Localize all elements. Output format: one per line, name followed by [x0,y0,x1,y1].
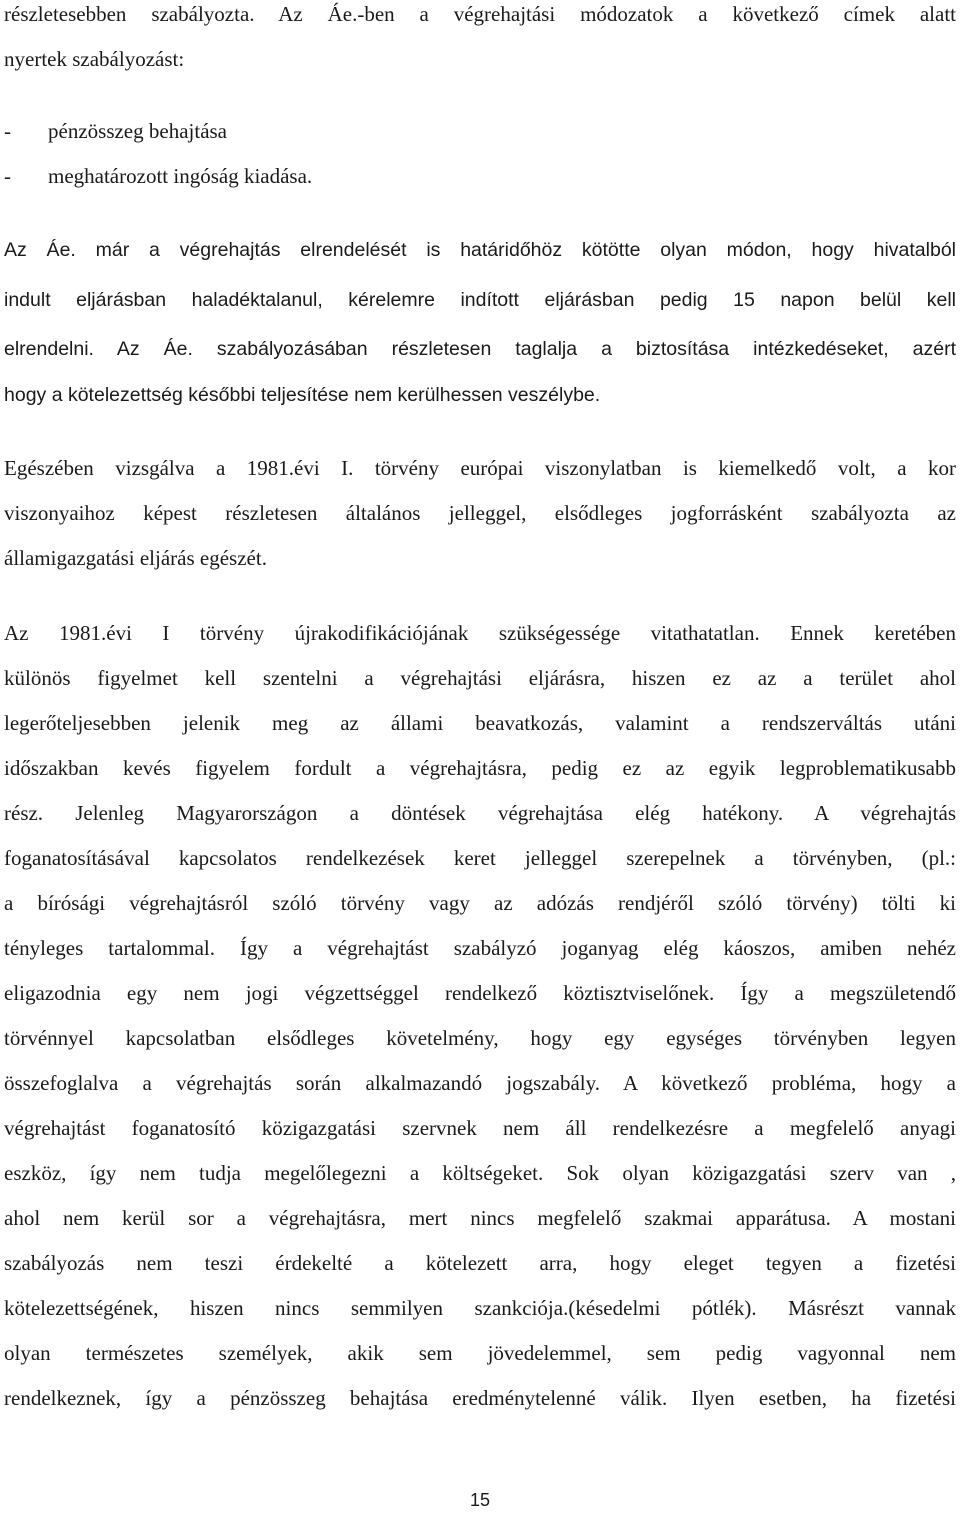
paragraph-line: tényleges tartalommal. Így a végrehajtást szabályzó joganyag elég káoszos, amiben nehéz [4,936,956,960]
paragraph-line: kötelezettségének, hiszen nincs semmilyen szankciója.(késedelmi pótlék). Másrészt vannak [4,1296,956,1320]
paragraph-line: eligazodnia egy nem jogi végzettséggel rendelkező köztisztviselőnek. Így a megszületendő [4,981,956,1005]
paragraph-line: viszonyaihoz képest részletesen általános jelleggel, elsődleges jogforrásként szabályozta az [4,501,956,525]
paragraph-line: foganatosításával kapcsolatos rendelkezések keret jelleggel szerepelnek a törvényben, (pl.: [4,846,956,870]
list-dash: - [4,119,11,143]
paragraph-line: legerőteljesebben jelenik meg az állami beavatkozás, valamint a rendszerváltás utáni [4,711,956,735]
paragraph-line: államigazgatási eljárás egészét. [4,546,267,570]
list-dash: - [4,164,11,188]
paragraph-line: Az 1981.évi I törvény újrakodifikációjának szükségessége vitathatatlan. Ennek keretében [4,621,956,645]
paragraph-line: nyertek szabályozást: [4,47,185,71]
paragraph-line: különös figyelmet kell szentelni a végrehajtási eljárásra, hiszen ez az a terület ahol [4,666,956,690]
paragraph-line: hogy a kötelezettség későbbi teljesítése nem kerülhessen veszélybe. [4,384,601,406]
paragraph-line: időszakban kevés figyelem fordult a végrehajtásra, pedig ez az egyik legproblematikusabb [4,756,956,780]
paragraph-line: rész. Jelenleg Magyarországon a döntések végrehajtása elég hatékony. A végrehajtás [4,801,956,825]
paragraph-line: szabályozás nem teszi érdekelté a kötelezett arra, hogy eleget tegyen a fizetési [4,1251,956,1275]
paragraph-line: Az Áe. már a végrehajtás elrendelését is határidőhöz kötötte olyan módon, hogy hivatalból [4,239,956,261]
paragraph-line: indult eljárásban haladéktalanul, kérelemre indított eljárásban pedig 15 napon belül kell [4,289,956,311]
paragraph-line: eszköz, így nem tudja megelőlegezni a költségeket. Sok olyan közigazgatási szerv van , [4,1161,956,1185]
page-number: 15 [469,1490,491,1510]
list-item-text: meghatározott ingóság kiadása. [48,164,313,188]
paragraph-line: végrehajtást foganatosító közigazgatási szervnek nem áll rendelkezésre a megfelelő anyagi [4,1116,956,1140]
paragraph-line: olyan természetes személyek, akik sem jövedelemmel, sem pedig vagyonnal nem [4,1341,956,1365]
document-page [4,0,956,1515]
paragraph-line: összefoglalva a végrehajtás során alkalmazandó jogszabály. A következő probléma, hogy a [4,1071,956,1095]
paragraph-line: Egészében vizsgálva a 1981.évi I. törvény európai viszonylatban is kiemelkedő volt, a kor [4,456,956,480]
paragraph-line: rendelkeznek, így a pénzösszeg behajtása eredménytelenné válik. Ilyen esetben, ha fizetési [4,1386,956,1410]
paragraph-line: részletesebben szabályozta. Az Áe.-ben a végrehajtási módozatok a következő címek alatt [4,2,956,26]
paragraph-line: elrendelni. Az Áe. szabályozásában részletesen taglalja a biztosítása intézkedéseket, azért [4,338,956,360]
paragraph-line: törvénnyel kapcsolatban elsődleges követelmény, hogy egy egységes törvényben legyen [4,1026,956,1050]
paragraph-line: a bírósági végrehajtásról szóló törvény vagy az adózás rendjéről szóló törvény) tölti ki [4,891,956,915]
paragraph-line: ahol nem kerül sor a végrehajtásra, mert nincs megfelelő szakmai apparátusa. A mostani [4,1206,956,1230]
list-item-text: pénzösszeg behajtása [48,119,228,143]
